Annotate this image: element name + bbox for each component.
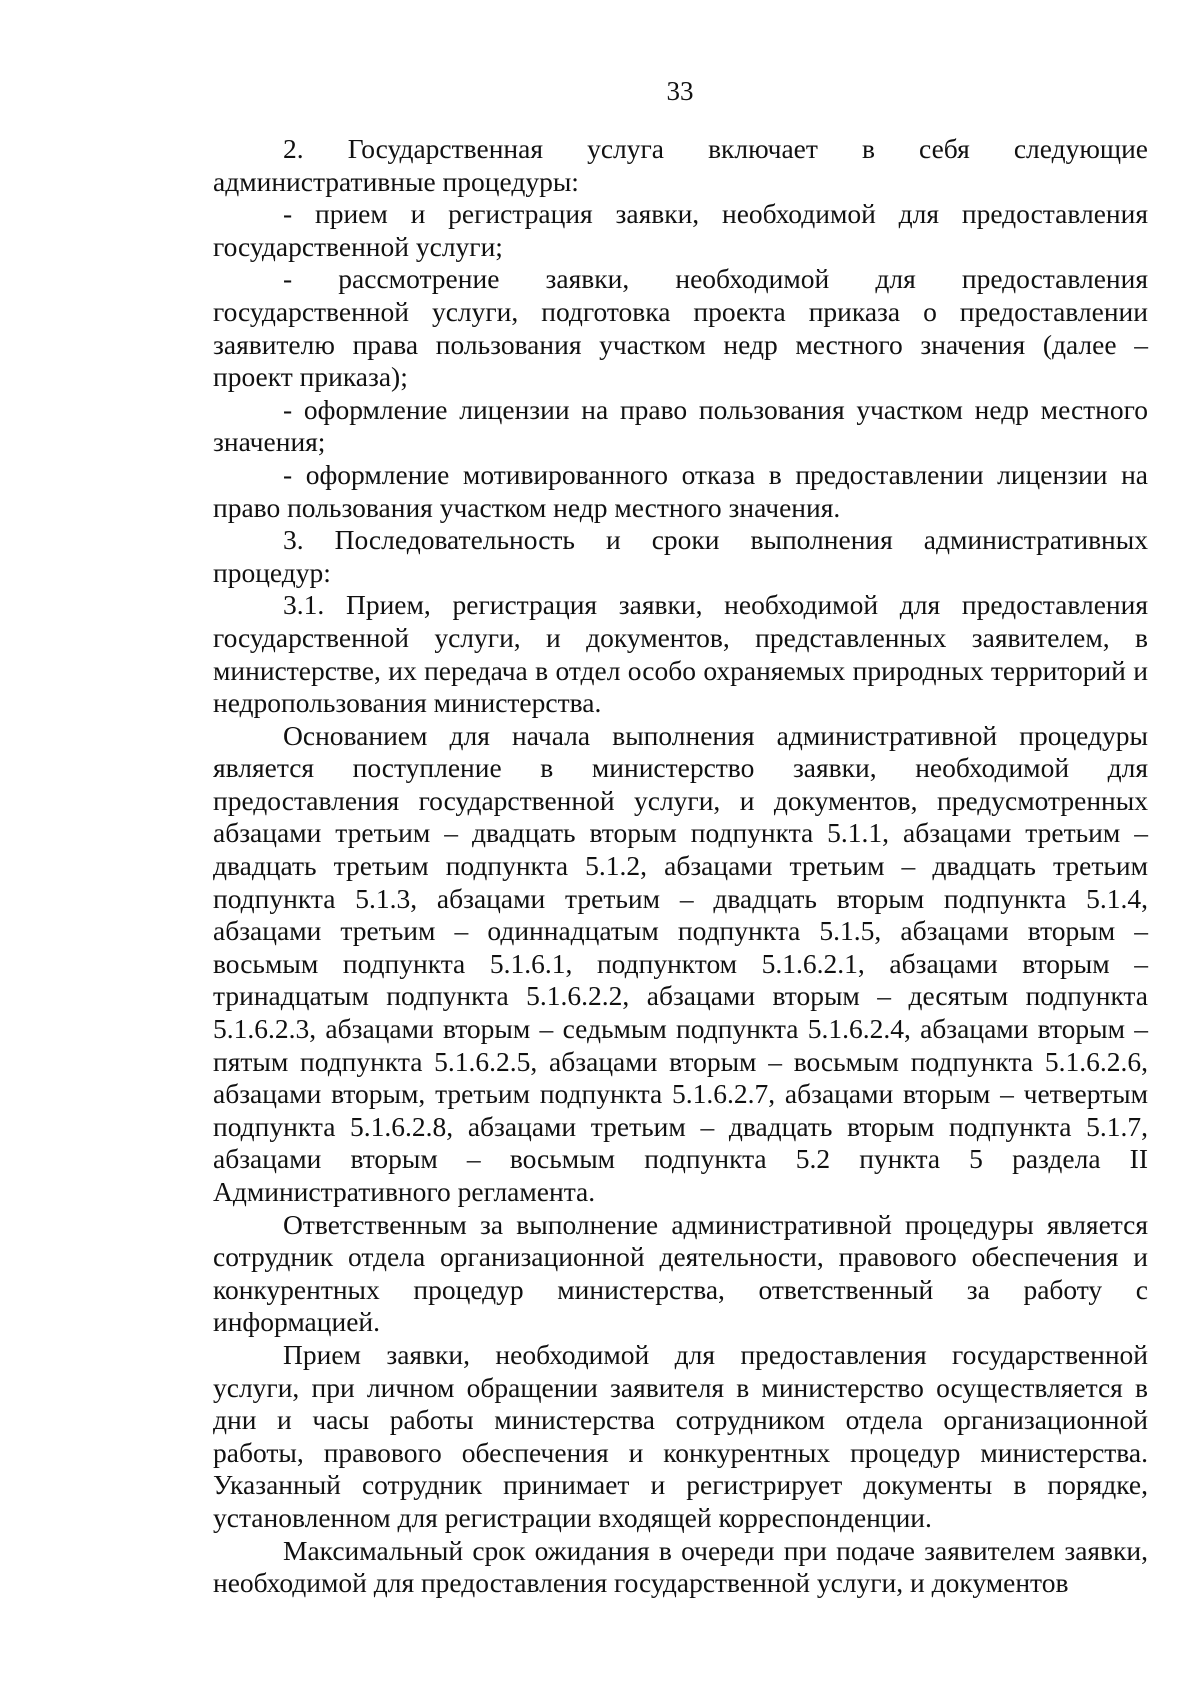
paragraph-services-list-intro: 2. Государственная услуга включает в себя следующие административные процедуры: (213, 133, 1148, 197)
paragraph-waiting-time: Максимальный срок ожидания в очереди при подаче заявителем заявки, необходимой для предоставления государственной услуги, и документов (213, 1534, 1148, 1599)
document-body (213, 133, 1148, 1600)
paragraph-item-reception: - прием и регистрация заявки, необходимой для предоставления государственной услуги; (213, 198, 1148, 262)
paragraph-item-license: - оформление лицензии на право пользования участком недр местного значения; (213, 393, 1148, 458)
paragraph-section-3-1: 3.1. Прием, регистрация заявки, необходимой для предоставления государственной услуги, и документов, представленных заявителем, в министерстве, их передача в отдел особо охраняемых природных территорий и недропользования министерства. (213, 589, 1148, 719)
paragraph-item-review: - рассмотрение заявки, необходимой для предоставления государственной услуги, подготовка проекта приказа о предоставлении заявителю права пользования участком недр местного значения (далее – проект приказа); (213, 263, 1148, 393)
page-number: 33 (666, 76, 694, 106)
paragraph-responsible: Ответственным за выполнение административной процедуры является сотрудник отдела организационной деятельности, правового обеспечения и конкурентных процедур министерства, ответственный за работу с информацией. (213, 1208, 1148, 1338)
paragraph-grounds: Основанием для начала выполнения административной процедуры является поступление в министерство заявки, необходимой для предоставления государственной услуги, и документов, предусмотренных абзацами третьим – двадцать вторым подпункта 5.1.1, абзацами третьим – двадцать третьим подпункта 5.1.2, абзацами третьим – двадцать третьим подпункта 5.1.3, абзацами третьим – двадцать вторым подпункта 5.1.4, абзацами третьим – одиннадцатым подпункта 5.1.5, абзацами вторым – восьмым подпункта 5.1.6.1, подпунктом 5.1.6.2.1, абзацами вторым – тринадцатым подпункта 5.1.6.2.2, абзацами вторым – десятым подпункта 5.1.6.2.3, абзацами вторым – седьмым подпункта 5.1.6.2.4, абзацами вторым – пятым подпункта 5.1.6.2.5, абзацами вторым – восьмым подпункта 5.1.6.2.6, абзацами вторым, третьим подпункта 5.1.6.2.7, абзацами вторым – четвертым подпункта 5.1.6.2.8, абзацами третьим – двадцать вторым подпункта 5.1.7, абзацами вторым – восьмым подпункта 5.2 пункта 5 раздела II Административного регламента. (213, 719, 1148, 1207)
paragraph-item-refusal: - оформление мотивированного отказа в предоставлении лицензии на право пользования участком недр местного значения. (213, 458, 1148, 523)
paragraph-reception-procedure: Прием заявки, необходимой для предоставления государственной услуги, при личном обращении заявителя в министерство осуществляется в дни и часы работы министерства сотрудником отдела организационной работы, правового обеспечения и конкурентных процедур министерства. Указанный сотрудник принимает и регистрирует документы в порядке, установленном для регистрации входящей корреспонденции. (213, 1338, 1148, 1533)
paragraph-sequence-heading: 3. Последовательность и сроки выполнения административных процедур: (213, 524, 1148, 588)
